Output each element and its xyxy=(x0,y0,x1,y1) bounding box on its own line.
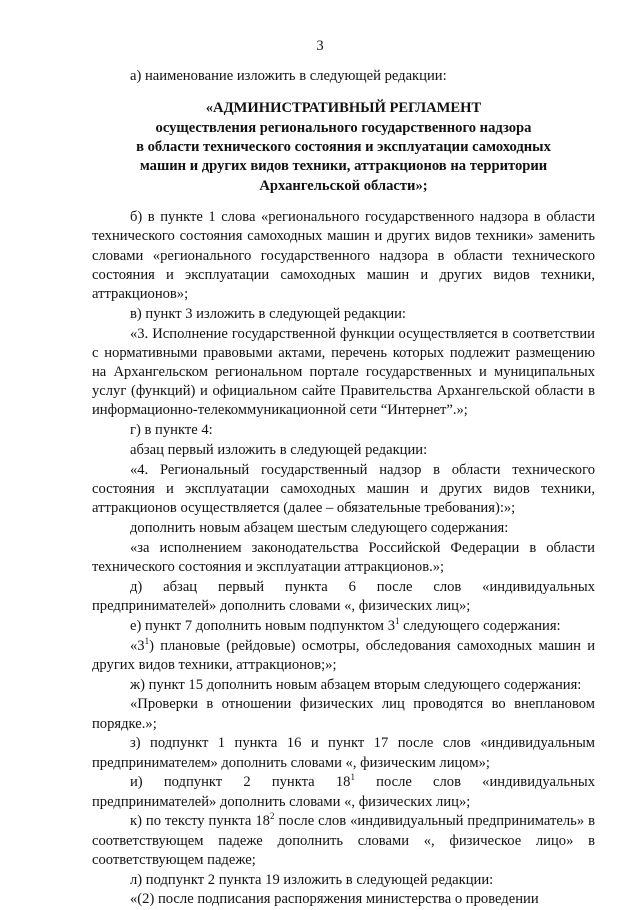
paragraph-p xyxy=(92,773,595,811)
document-body xyxy=(92,67,595,910)
paragraph-q-post: после слов «индивидуальный предприниматель» в соответствующем падеже дополнить словами «, физическое лицо» в соответствующем падеже; xyxy=(92,813,595,868)
paragraph-l xyxy=(92,637,595,675)
paragraph-q xyxy=(92,812,595,870)
title-line-2: осуществления регионального государственного надзора xyxy=(155,119,532,136)
page-number: 3 xyxy=(316,38,324,54)
paragraph-l-post: ) плановые (рейдовые) осмотры, обследования самоходных машин и других видов техники, аттракционов;»; xyxy=(92,637,595,673)
paragraph-h: дополнить новым абзацем шестым следующего содержания: xyxy=(130,520,509,537)
paragraph-c: в) пункт 3 изложить в следующей редакции: xyxy=(130,305,406,322)
paragraph-g: «4. Региональный государственный надзор в области технического состояния и эксплуатации самоходных машин и других видов техники, аттракционов осуществляется (далее – обязательные требования):»; xyxy=(92,461,595,517)
paragraph-p-post: после слов «индивидуальных предпринимателей» дополнить словами «, физических лиц»; xyxy=(92,774,595,810)
paragraph-r: л) подпункт 2 пункта 19 изложить в следующей редакции: xyxy=(130,871,494,888)
paragraph-d: «3. Исполнение государственной функции осуществляется в соответствии с нормативными правовыми актами, перечень которых подлежит размещению на Архангельском региональном портале государственных и муниципальных услуг (функций) и официальном сайте Правительства Архангельской области в информационно-телекоммуникационной сети “Интернет”.»; xyxy=(92,325,595,419)
paragraph-m: ж) пункт 15 дополнить новым абзацем вторым следующего содержания: xyxy=(130,676,582,693)
paragraph-q-sup: 2 xyxy=(269,811,275,822)
title-line-3: в области технического состояния и эксплуатации самоходных xyxy=(136,139,551,156)
paragraph-k xyxy=(92,617,595,636)
paragraph-p-sup: 1 xyxy=(350,772,355,783)
paragraph-e: г) в пункте 4: xyxy=(130,422,213,439)
paragraph-q-pre: к) по тексту пункта 18 xyxy=(130,813,270,830)
paragraph-k-sup: 1 xyxy=(395,615,400,626)
paragraph-p-pre: и) подпункт 2 пункта 18 xyxy=(130,774,351,791)
paragraph-o: з) подпункт 1 пункта 16 и пункт 17 после слов «индивидуальным предпринимателем» дополнить словами «, физическим лицом»; xyxy=(92,735,595,771)
paragraph-k-pre: е) пункт 7 дополнить новым подпунктом 3 xyxy=(130,617,395,634)
title-line-1: «АДМИНИСТРАТИВНЫЙ РЕГЛАМЕНТ xyxy=(205,100,482,117)
paragraph-a: а) наименование изложить в следующей редакции: xyxy=(130,68,447,84)
paragraph-f: абзац первый изложить в следующей редакции: xyxy=(130,442,428,459)
title-line-5: Архангельской области»; xyxy=(259,177,428,194)
title-line-4: машин и других видов техники, аттракционов на территории xyxy=(139,158,548,175)
paragraph-j: д) абзац первый пункта 6 после слов «индивидуальных предпринимателей» дополнить словами «, физических лиц»; xyxy=(92,578,595,615)
paragraph-i: «за исполнением законодательства Российской Федерации в области технического состояния и эксплуатации аттракционов.»; xyxy=(92,539,595,576)
paragraph-b: б) в пункте 1 слова «регионального государственного надзора в области технического состояния самоходных машин и других видов техники» заменить словами «регионального государственного надзора в области технического состояния и эксплуатации самоходных машин и других видов техники, аттракционов»; xyxy=(92,209,595,303)
paragraph-s: «(2) после подписания распоряжения министерства о проведении xyxy=(130,891,539,908)
regulation-title xyxy=(92,99,595,196)
paragraph-n: «Проверки в отношении физических лиц проводятся во внеплановом порядке.»; xyxy=(92,696,595,732)
paragraph-l-sup: 1 xyxy=(144,635,150,646)
paragraph-l-pre: «3 xyxy=(130,637,145,654)
paragraph-k-post: следующего содержания: xyxy=(399,617,561,634)
